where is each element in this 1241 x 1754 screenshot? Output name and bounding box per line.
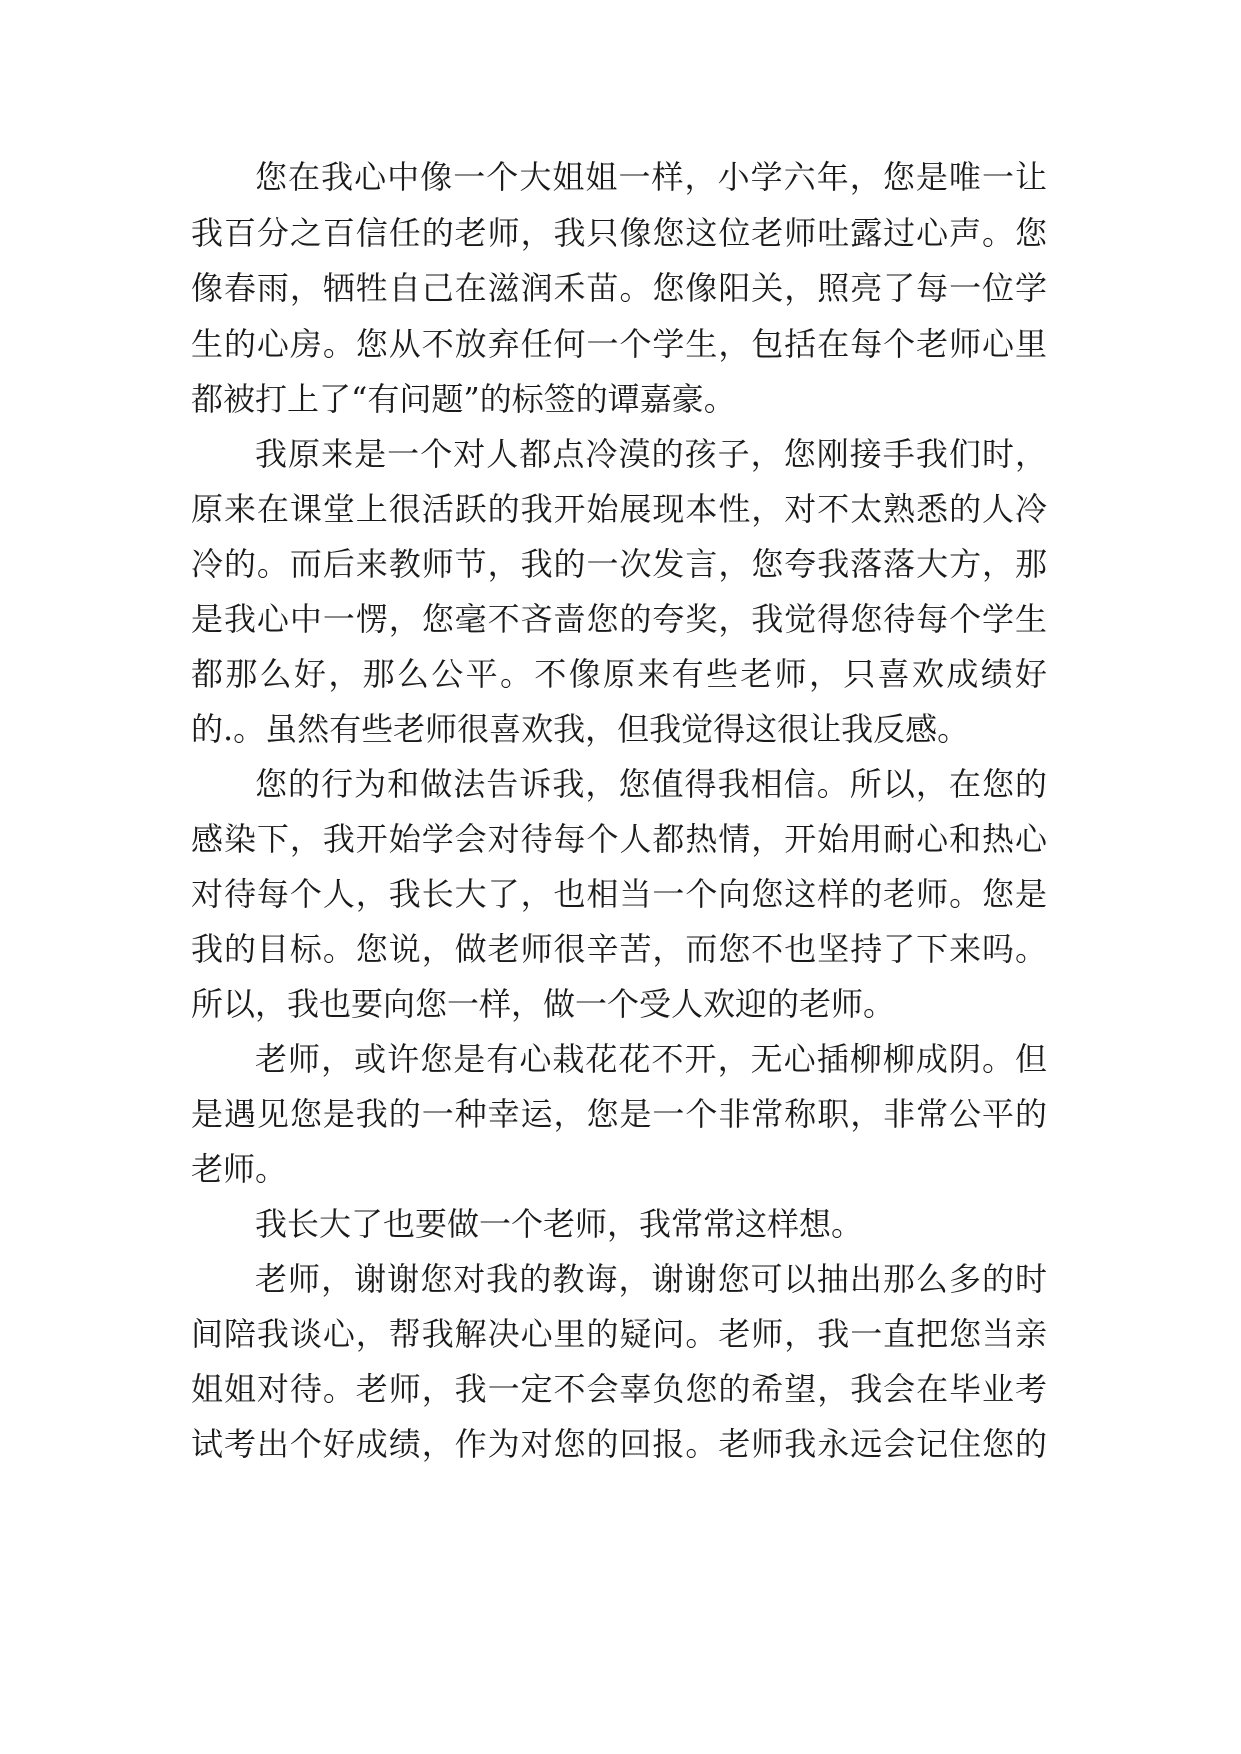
paragraph-2-line-6: 的.。虽然有些老师很喜欢我，但我觉得这很让我反感。 — [191, 710, 970, 748]
paragraph-2-line-1: 我原来是一个对人都点冷漠的孩子，您刚接手我们时， — [255, 435, 1047, 473]
paragraph-1-line-4: 生的心房。您从不放弃任何一个学生，包括在每个老师心里 — [191, 325, 1047, 363]
paragraph-6-line-4: 试考出个好成绩，作为对您的回报。老师我永远会记住您的 — [191, 1425, 1047, 1463]
paragraph-1-line-3: 像春雨，牺牲自己在滋润禾苗。您像阳关，照亮了每一位学 — [191, 269, 1047, 307]
paragraph-2-line-4: 是我心中一愣，您毫不吝啬您的夸奖，我觉得您待每个学生 — [191, 600, 1047, 638]
document-body — [191, 158, 1047, 1463]
paragraph-6-line-3: 姐姐对待。老师，我一定不会辜负您的希望，我会在毕业考 — [191, 1370, 1047, 1408]
paragraph-2-line-5: 都那么好，那么公平。不像原来有些老师，只喜欢成绩好 — [191, 655, 1047, 693]
paragraph-2-line-3: 冷的。而后来教师节，我的一次发言，您夸我落落大方，那 — [191, 545, 1047, 583]
paragraph-5-line-1: 我长大了也要做一个老师，我常常这样想。 — [255, 1205, 864, 1243]
paragraph-4-line-1: 老师，或许您是有心栽花花不开，无心插柳柳成阴。但 — [255, 1040, 1047, 1078]
paragraph-1-line-5: 都被打上了“有问题”的标签的谭嘉豪。 — [191, 380, 736, 418]
paragraph-6-line-2: 间陪我谈心，帮我解决心里的疑问。老师，我一直把您当亲 — [191, 1315, 1047, 1353]
paragraph-2-line-2: 原来在课堂上很活跃的我开始展现本性，对不太熟悉的人冷 — [191, 490, 1047, 528]
paragraph-3-line-1: 您的行为和做法告诉我，您值得我相信。所以，在您的 — [255, 765, 1047, 803]
paragraph-3-line-4: 我的目标。您说，做老师很辛苦，而您不也坚持了下来吗。 — [191, 930, 1047, 968]
paragraph-4-line-3: 老师。 — [191, 1150, 288, 1188]
paragraph-6-line-1: 老师，谢谢您对我的教诲，谢谢您可以抽出那么多的时 — [255, 1260, 1047, 1298]
paragraph-4-line-2: 是遇见您是我的一种幸运，您是一个非常称职，非常公平的 — [191, 1095, 1047, 1133]
paragraph-1-line-2: 我百分之百信任的老师，我只像您这位老师吐露过心声。您 — [191, 214, 1047, 252]
paragraph-3-line-5: 所以，我也要向您一样，做一个受人欢迎的老师。 — [191, 985, 896, 1023]
paragraph-1-line-1: 您在我心中像一个大姐姐一样，小学六年，您是唯一让 — [255, 158, 1047, 196]
paragraph-3-line-3: 对待每个人，我长大了，也相当一个向您这样的老师。您是 — [191, 875, 1047, 913]
paragraph-3-line-2: 感染下，我开始学会对待每个人都热情，开始用耐心和热心 — [191, 820, 1047, 858]
